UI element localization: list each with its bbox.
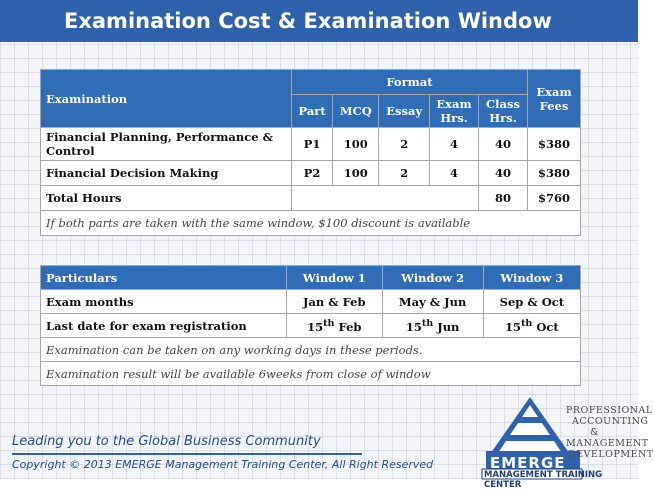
col-exam-hrs: Exam Hrs. bbox=[430, 95, 479, 128]
row-label: Last date for exam registration bbox=[41, 314, 287, 338]
footer-copyright: Copyright © 2013 EMERGE Management Training Center, All Right Reserved bbox=[12, 458, 434, 471]
col-class-hrs: Class Hrs. bbox=[479, 95, 528, 128]
logo-line: DEVELOPMENT bbox=[568, 449, 654, 460]
note-row bbox=[41, 362, 581, 386]
date-month: Oct bbox=[536, 319, 559, 334]
cell-window-1: Jan & Feb bbox=[287, 290, 383, 314]
logo-text bbox=[566, 405, 654, 460]
logo-subtitle: MANAGEMENT TRAINING CENTER bbox=[484, 470, 603, 490]
logo-line: MANAGEMENT bbox=[566, 438, 649, 449]
col-essay: Essay bbox=[379, 95, 430, 128]
col-window-3: Window 3 bbox=[483, 266, 580, 290]
total-empty bbox=[292, 186, 479, 211]
date-suffix: th bbox=[323, 317, 335, 329]
footer-tagline: Leading you to the Global Business Community bbox=[12, 434, 321, 449]
note-row bbox=[41, 211, 581, 236]
cell-window-1 bbox=[287, 314, 383, 338]
date-suffix: th bbox=[520, 317, 533, 329]
logo-line: PROFESSIONAL bbox=[566, 405, 653, 416]
cell-fees: $380 bbox=[528, 161, 581, 186]
cell-window-3 bbox=[483, 314, 580, 338]
row-name: Financial Planning, Performance & Control bbox=[41, 128, 292, 161]
total-row bbox=[41, 186, 581, 211]
total-fees: $760 bbox=[528, 186, 581, 211]
cell-mcq: 100 bbox=[333, 128, 379, 161]
note-row bbox=[41, 338, 581, 362]
col-window-2: Window 2 bbox=[382, 266, 483, 290]
cell-part: P2 bbox=[292, 161, 333, 186]
date-month: Jun bbox=[437, 319, 460, 334]
col-mcq: MCQ bbox=[333, 95, 379, 128]
logo-brand: EMERGE bbox=[490, 454, 566, 472]
row-name: Financial Decision Making bbox=[41, 161, 292, 186]
footer-divider bbox=[12, 453, 362, 455]
table-row bbox=[41, 314, 581, 338]
cell-mcq: 100 bbox=[333, 161, 379, 186]
total-class-hrs: 80 bbox=[479, 186, 528, 211]
cell-essay: 2 bbox=[379, 128, 430, 161]
cell-part: P1 bbox=[292, 128, 333, 161]
cell-class-hrs: 40 bbox=[479, 161, 528, 186]
date-day: 15 bbox=[307, 319, 324, 334]
cell-window-2: May & Jun bbox=[382, 290, 483, 314]
table-row bbox=[41, 128, 581, 161]
cell-exam-hrs: 4 bbox=[430, 128, 479, 161]
table-row bbox=[41, 161, 581, 186]
page-title: Examination Cost & Examination Window bbox=[0, 0, 638, 42]
cell-essay: 2 bbox=[379, 161, 430, 186]
col-examination: Examination bbox=[41, 70, 292, 128]
col-format: Format bbox=[292, 70, 528, 95]
date-day: 15 bbox=[504, 319, 521, 334]
window-note-2: Examination result will be available 6weeks from close of window bbox=[41, 362, 581, 386]
exam-cost-table bbox=[40, 69, 581, 236]
cell-exam-hrs: 4 bbox=[430, 161, 479, 186]
col-exam-fees: Exam Fees bbox=[528, 70, 581, 128]
row-label: Exam months bbox=[41, 290, 287, 314]
date-month: Feb bbox=[338, 319, 362, 334]
window-note-1: Examination can be taken on any working days in these periods. bbox=[41, 338, 581, 362]
cell-window-3: Sep & Oct bbox=[483, 290, 580, 314]
cell-window-2 bbox=[382, 314, 483, 338]
logo-line: ACCOUNTING bbox=[572, 416, 649, 427]
col-part: Part bbox=[292, 95, 333, 128]
col-window-1: Window 1 bbox=[287, 266, 383, 290]
discount-note: If both parts are taken with the same window, $100 discount is available bbox=[41, 211, 581, 236]
total-label: Total Hours bbox=[41, 186, 292, 211]
exam-window-table bbox=[40, 265, 581, 386]
cell-fees: $380 bbox=[528, 128, 581, 161]
col-particulars: Particulars bbox=[41, 266, 287, 290]
cell-class-hrs: 40 bbox=[479, 128, 528, 161]
date-suffix: th bbox=[421, 317, 434, 329]
logo-line: & bbox=[590, 427, 599, 438]
table-row bbox=[41, 290, 581, 314]
date-day: 15 bbox=[405, 319, 422, 334]
